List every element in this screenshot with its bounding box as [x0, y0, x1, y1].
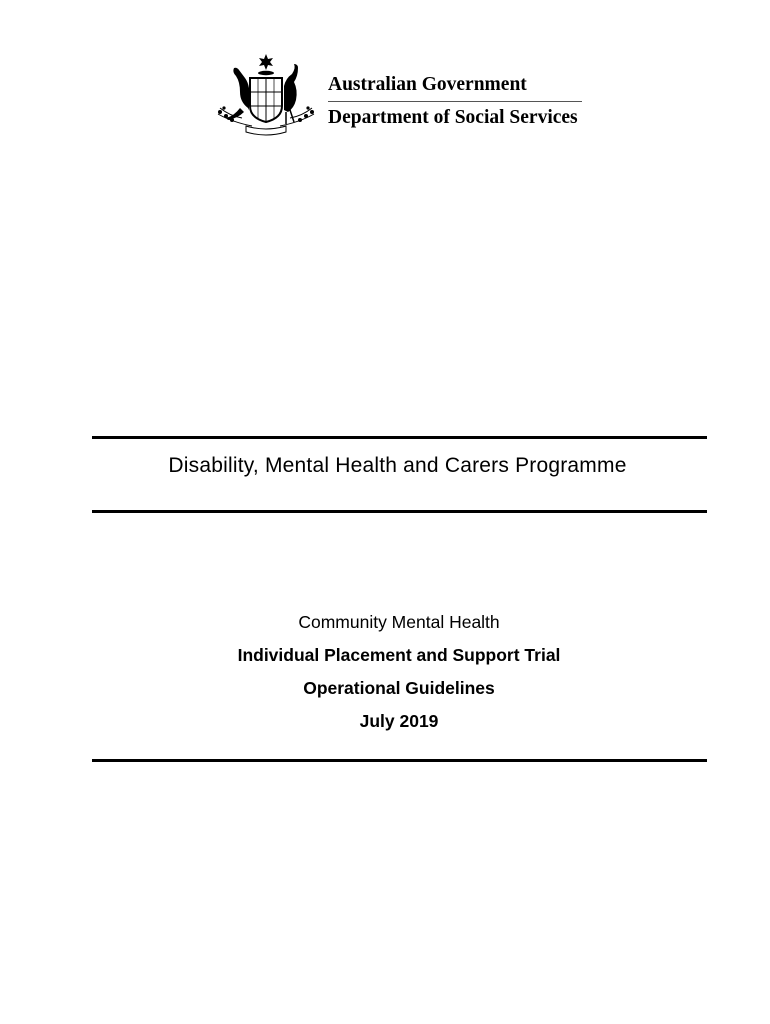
subtitle: Community Mental Health — [298, 612, 500, 632]
government-name: Australian Government — [328, 74, 527, 95]
document-title: Individual Placement and Support Trial — [237, 645, 561, 665]
government-logo — [212, 52, 592, 138]
coat-of-arms-icon — [212, 52, 320, 138]
programme-title: Disability, Mental Health and Carers Programme — [168, 454, 627, 477]
top-divider — [92, 436, 707, 439]
department-name: Department of Social Services — [328, 107, 578, 128]
document-titles — [0, 606, 770, 738]
bottom-divider — [92, 759, 707, 762]
middle-divider — [92, 510, 707, 513]
logo-divider — [328, 101, 582, 102]
document-date: July 2019 — [359, 711, 439, 731]
document-type: Operational Guidelines — [303, 678, 495, 698]
